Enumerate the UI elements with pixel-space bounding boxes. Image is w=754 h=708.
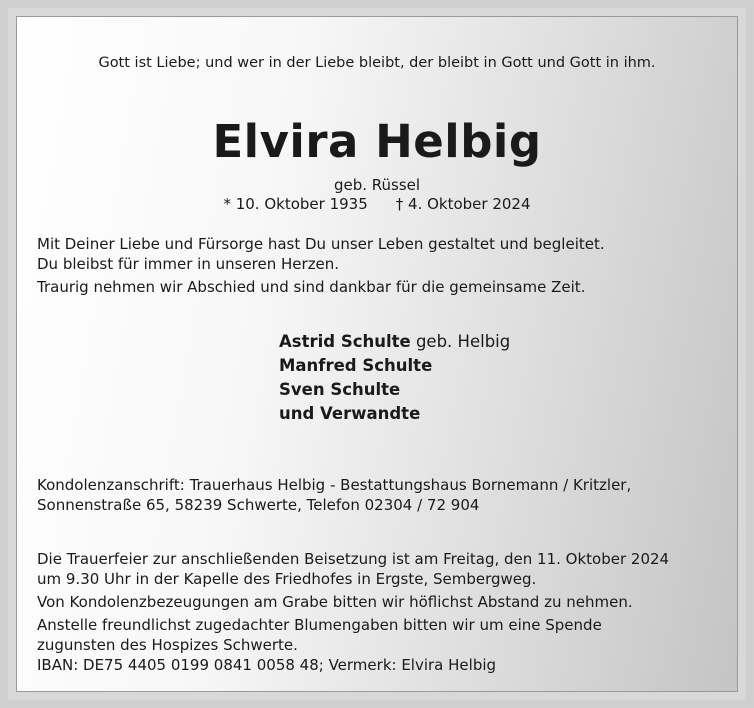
tribute-line-3: Traurig nehmen wir Abschied und sind dankbar für die gemeinsame Zeit.: [37, 278, 586, 296]
tribute-line-2: Du bleibst für immer in unseren Herzen.: [37, 255, 340, 273]
tribute-line-1: Mit Deiner Liebe und Fürsorge hast Du unser Leben gestaltet und begleitet.: [37, 235, 605, 253]
funeral-line-1: Die Trauerfeier zur anschließenden Beisetzung ist am Freitag, den 11. Oktober 2024: [37, 550, 670, 568]
deceased-name: Elvira Helbig: [212, 115, 542, 168]
mourner-3: Sven Schulte: [279, 380, 401, 399]
condolence-line-1: Kondolenzanschrift: Trauerhaus Helbig - Bestattungshaus Bornemann / Kritzler,: [37, 476, 632, 494]
birth-date: * 10. Oktober 1935: [223, 195, 368, 213]
mourners-list: [279, 330, 510, 426]
maiden-name: geb. Rüssel: [333, 176, 421, 194]
mourner-1-name: Astrid Schulte: [279, 332, 411, 351]
funeral-line-3: Von Kondolenzbezeugungen am Grabe bitten wir höflichst Abstand zu nehmen.: [37, 593, 633, 611]
condolence-line-2: Sonnenstraße 65, 58239 Schwerte, Telefon 02304 / 72 904: [37, 496, 480, 514]
funeral-line-4: Anstelle freundlichst zugedachter Blumengaben bitten wir um eine Spende: [37, 616, 602, 634]
obituary-card: [16, 16, 738, 692]
bible-verse: Gott ist Liebe; und wer in der Liebe bleibt, der bleibt in Gott und Gott in ihm.: [98, 55, 656, 71]
death-date: † 4. Oktober 2024: [395, 195, 531, 213]
mourner-1-maiden: geb. Helbig: [410, 332, 511, 351]
bank-details: IBAN: DE75 4405 0199 0841 0058 48; Vermerk: Elvira Helbig: [37, 656, 497, 674]
mourner-1: [279, 330, 510, 354]
life-dates: [17, 195, 737, 213]
funeral-line-2: um 9.30 Uhr in der Kapelle des Friedhofes in Ergste, Sembergweg.: [37, 570, 537, 588]
mourner-4: und Verwandte: [279, 404, 421, 423]
mourner-2: Manfred Schulte: [279, 356, 433, 375]
funeral-line-5: zugunsten des Hospizes Schwerte.: [37, 636, 298, 654]
